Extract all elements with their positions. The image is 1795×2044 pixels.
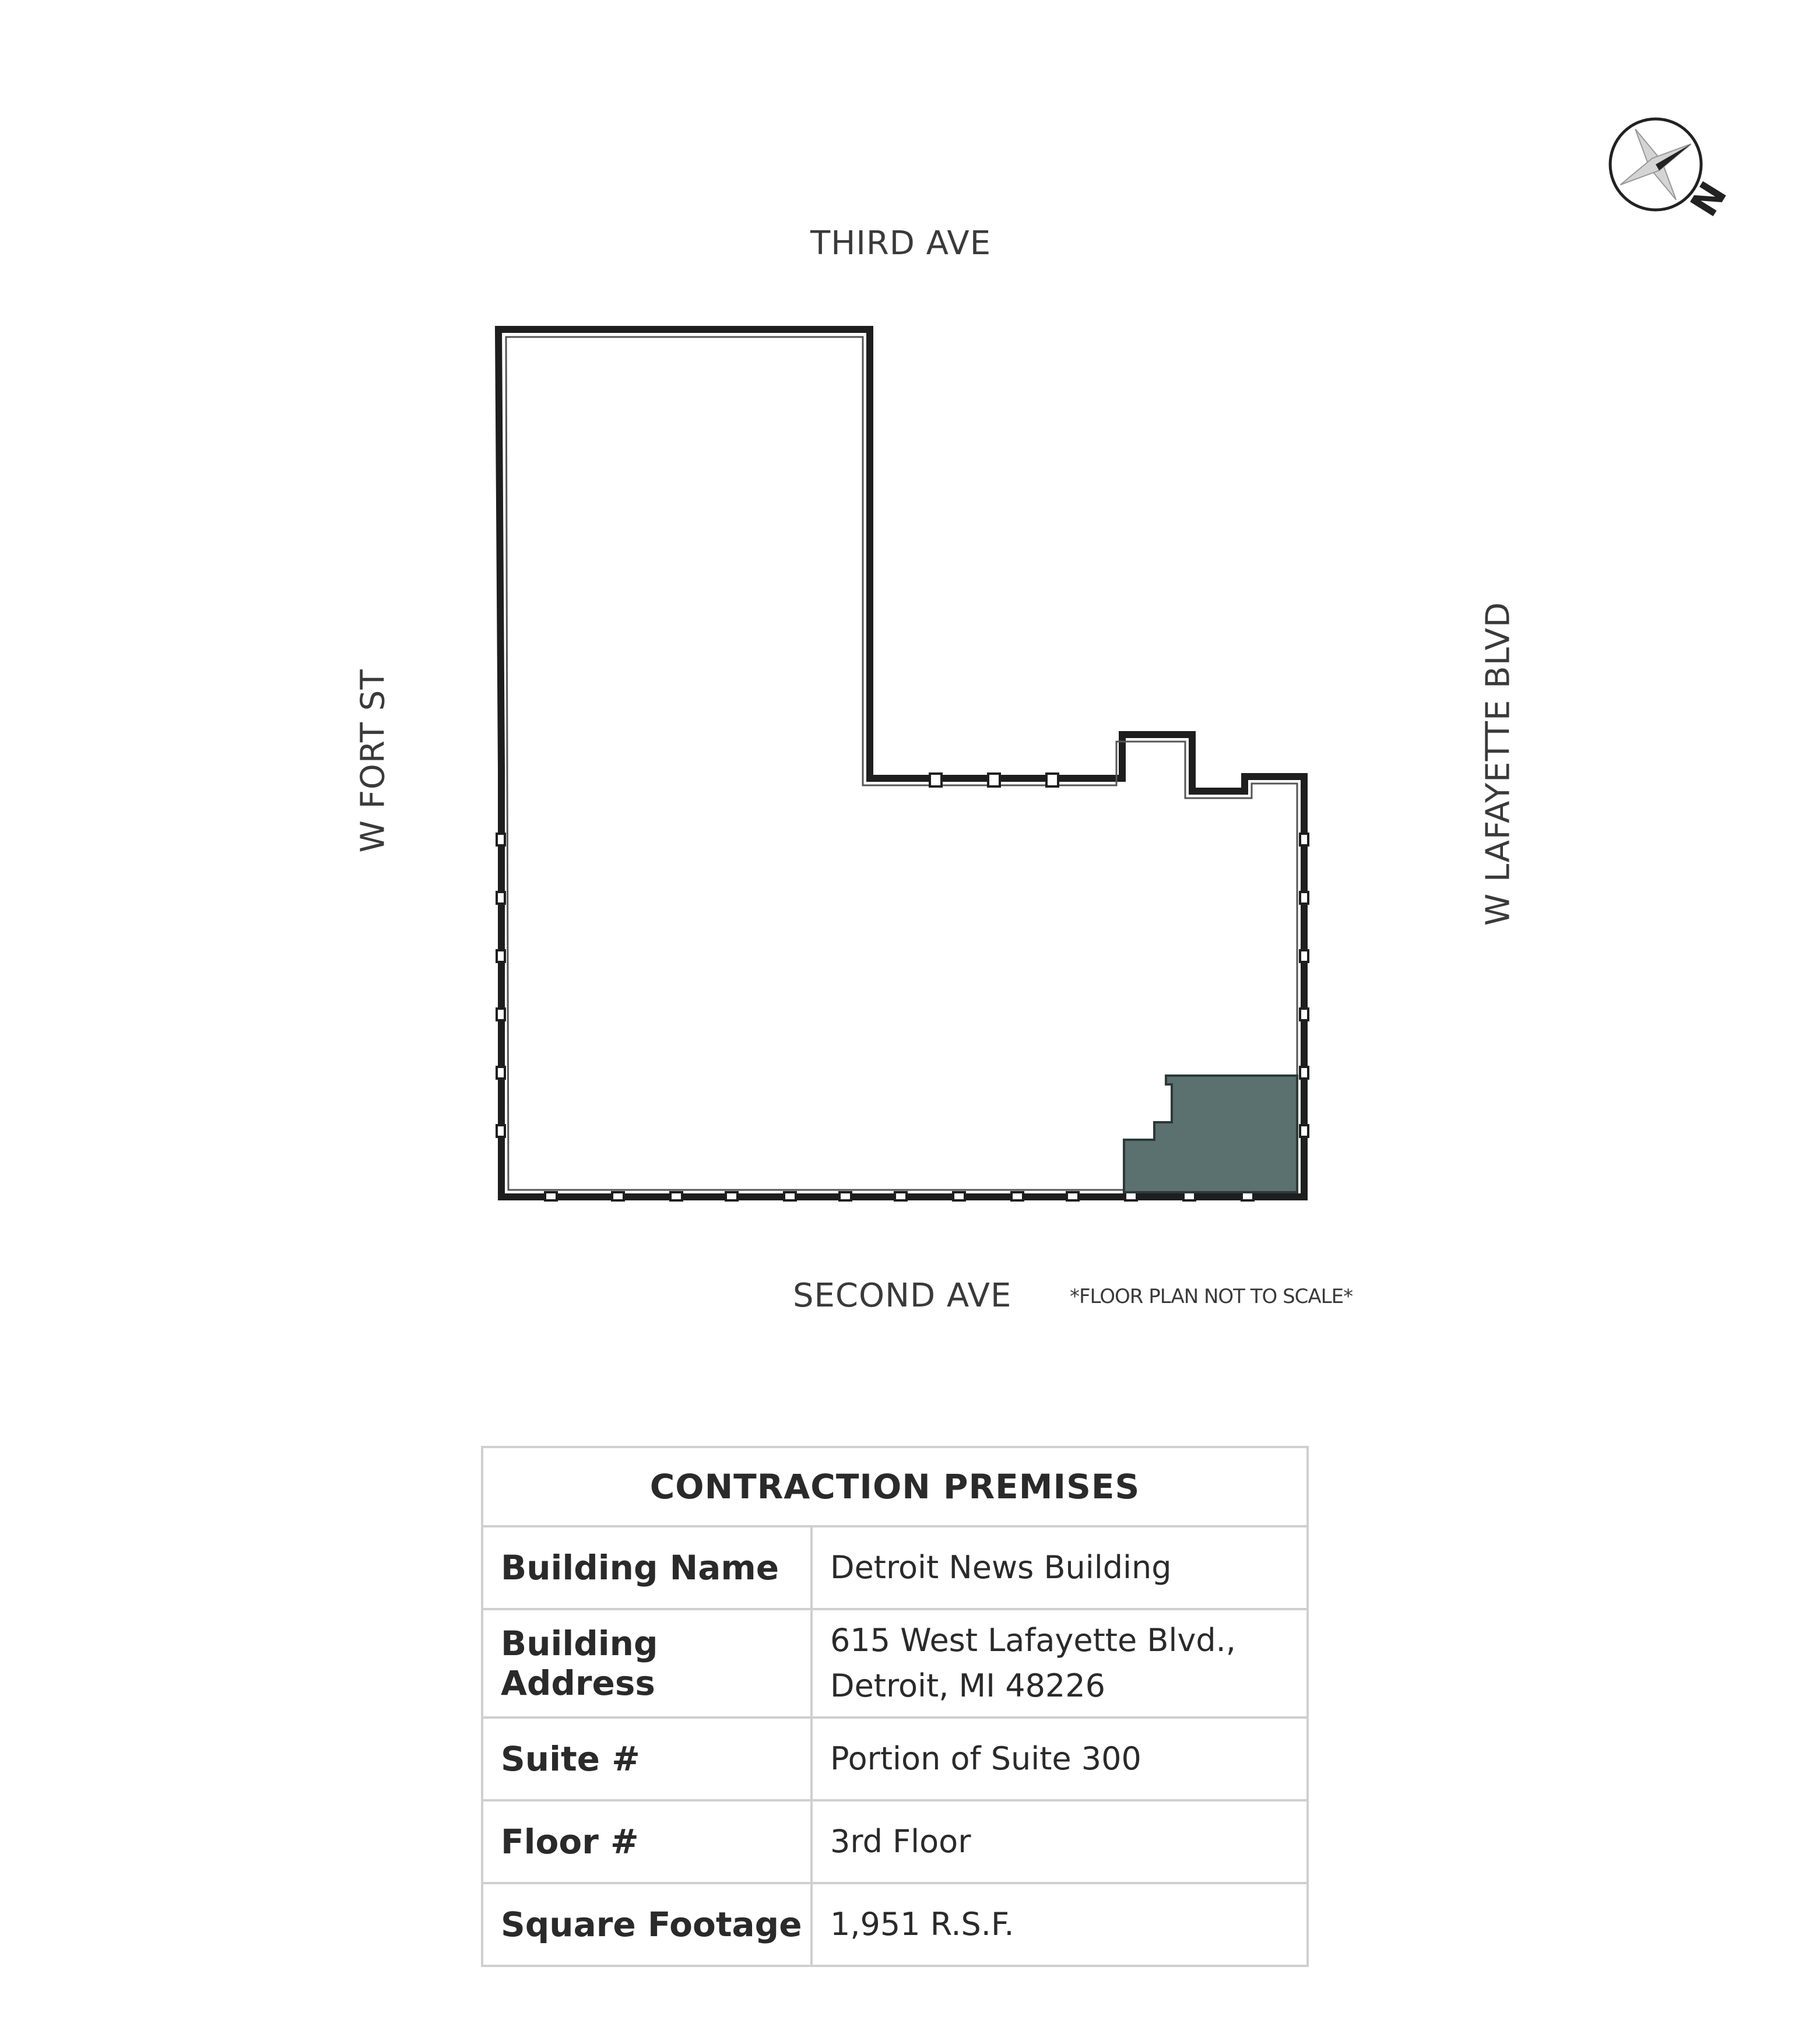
row-label-floor: Floor # [482,1800,812,1883]
table-title: CONTRACTION PREMISES [482,1447,1308,1526]
street-label-north: THIRD AVE [810,224,992,262]
row-label-square-footage: Square Footage [482,1883,812,1966]
premises-table [481,1446,1309,1967]
building-inner-outline [506,337,1297,1190]
premises-area [1124,1076,1297,1192]
row-value-square-footage: 1,951 R.S.F. [812,1883,1308,1966]
row-value-floor: 3rd Floor [812,1800,1308,1883]
table-row [482,1883,1308,1966]
street-label-south: SECOND AVE [793,1277,1012,1315]
row-value-building-address [812,1609,1308,1718]
street-label-east: W LAFAYETTE BLVD [1479,601,1518,926]
building-outline [498,329,1304,1197]
row-value-suite: Portion of Suite 300 [812,1718,1308,1800]
table-row [482,1718,1308,1800]
row-label-suite: Suite # [482,1718,812,1800]
address-line-2: Detroit, MI 48226 [830,1667,1105,1704]
table-row [482,1609,1308,1718]
table-header-row [482,1447,1308,1526]
compass-icon [1597,111,1749,233]
row-label-building-name: Building Name [482,1526,812,1609]
row-label-building-address: Building Address [482,1609,812,1718]
row-value-building-name: Detroit News Building [812,1526,1308,1609]
address-line-1: 615 West Lafayette Blvd., [830,1622,1236,1659]
table-row [482,1526,1308,1609]
compass-north-label: N [1682,174,1736,224]
street-label-west: W FORT ST [354,669,392,853]
not-to-scale-note: *FLOOR PLAN NOT TO SCALE* [1070,1285,1353,1308]
table-row [482,1800,1308,1883]
